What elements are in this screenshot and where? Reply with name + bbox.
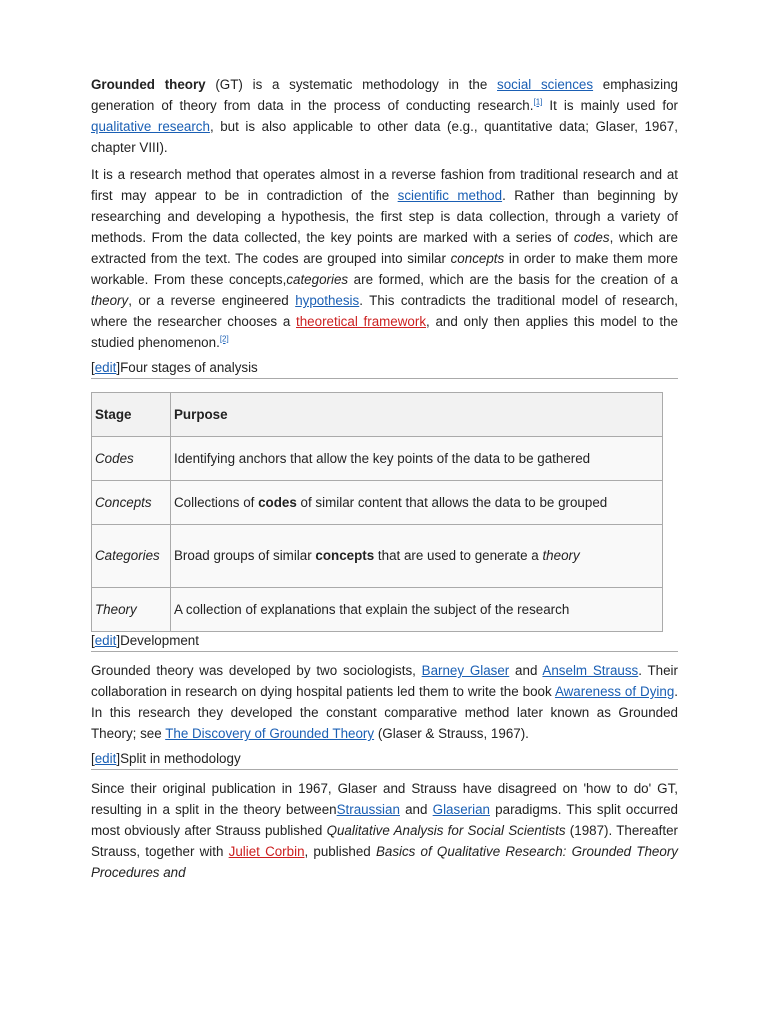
italic-term: theory — [542, 548, 580, 563]
text: , or a reverse engineered — [128, 293, 296, 308]
text: emphasizing generation of theory from data in the process of conducting research. — [91, 77, 678, 113]
book-title: Qualitative Analysis for Social Scientists — [326, 823, 566, 838]
bracket: ] — [116, 751, 121, 766]
section-title: Development — [120, 633, 199, 648]
article-body — [91, 74, 678, 889]
edit-link[interactable]: edit — [94, 360, 117, 375]
link-straussian[interactable]: Straussian — [336, 802, 400, 817]
table-row — [92, 481, 663, 525]
text: It is mainly used for — [542, 98, 678, 113]
section-title: Split in methodology — [120, 751, 241, 766]
purpose-cell — [171, 588, 663, 632]
text: Since their original publication in 1967, Glaser and Strauss have disagreed on 'how to do' GT, resulting in a split in the theory between — [91, 781, 678, 817]
table-header-row — [92, 393, 663, 437]
link-glaserian[interactable]: Glaserian — [432, 802, 490, 817]
term-categories: categories — [286, 272, 349, 287]
text: (Glaser & Strauss, 1967). — [374, 726, 529, 741]
column-header-stage: Stage — [92, 393, 171, 437]
section-title: Four stages of analysis — [120, 360, 258, 375]
book-title: Basics of Qualitative Research: Grounded Theory Procedures and — [91, 844, 678, 880]
text: , and only then applies this model to the studied phenomenon. — [91, 314, 678, 350]
text: Identifying anchors that allow the key points of the data to be gathered — [174, 450, 591, 466]
stage-cell: Codes — [92, 437, 171, 481]
link-scientific-method[interactable]: scientific method — [397, 188, 503, 203]
link-anselm-strauss[interactable]: Anselm Strauss — [542, 663, 639, 678]
text: are formed, which are the basis for the creation of a — [348, 272, 678, 287]
text: (GT) is a systematic methodology in the — [205, 77, 498, 92]
link-awareness-of-dying[interactable]: Awareness of Dying — [554, 684, 675, 699]
development-paragraph — [91, 660, 678, 744]
term-concepts: concepts — [450, 251, 505, 266]
bold-term: codes — [258, 494, 297, 510]
text: , which are extracted from the text. The codes are grouped into similar — [91, 230, 679, 266]
split-paragraph — [91, 778, 678, 883]
bracket: [ — [91, 751, 95, 766]
method-paragraph — [91, 164, 678, 353]
text: Collections of — [174, 494, 259, 510]
text: , published — [304, 844, 376, 859]
table-row — [92, 525, 663, 588]
intro-paragraph — [91, 74, 678, 158]
reference-2[interactable] — [220, 335, 229, 344]
edit-link[interactable]: edit — [94, 751, 117, 766]
purpose-cell — [171, 525, 663, 588]
text: in order to make them more workable. From these concepts, — [91, 251, 678, 287]
text: of similar content that allows the data to be grouped — [296, 494, 608, 510]
term-grounded-theory: Grounded theory — [91, 77, 206, 92]
purpose-cell — [171, 481, 663, 525]
text: that are used to generate a — [374, 548, 543, 563]
text: Broad groups of similar — [174, 548, 316, 563]
text: and — [399, 802, 433, 817]
bracket: ] — [116, 360, 121, 375]
text: paradigms. This split occurred most obviously after Strauss published — [91, 802, 678, 838]
bracket: ] — [116, 633, 121, 648]
text: (1987). Thereafter Strauss, together with — [91, 823, 679, 859]
section-heading-four-stages — [91, 359, 678, 379]
link-barney-glaser[interactable]: Barney Glaser — [421, 663, 510, 678]
text: It is a research method that operates almost in a reverse fashion from traditional research and at first may appear to be in contradiction of the — [91, 167, 678, 203]
term-theory: theory — [91, 293, 129, 308]
section-heading-development — [91, 632, 678, 652]
text: . Their collaboration in research on dying hospital patients led them to write the book — [91, 663, 678, 699]
reference-2-link[interactable]: [2] — [219, 334, 229, 344]
purpose-cell — [171, 437, 663, 481]
link-qualitative-research[interactable]: qualitative research — [91, 119, 210, 134]
text: and — [509, 663, 543, 678]
text: . In this research they developed the constant comparative method later known as Grounded Theory; see — [91, 684, 678, 741]
term-codes: codes — [573, 230, 610, 245]
link-theoretical-framework[interactable]: theoretical framework — [296, 314, 427, 329]
stage-cell: Categories — [92, 525, 171, 588]
text: . Rather than beginning by researching and developing a hypothesis, the first step is data collection, through a variety of methods. From the data collected, the key points are marked with a series of — [91, 188, 678, 245]
text: A collection of explanations that explain the subject of the research — [174, 601, 570, 617]
link-juliet-corbin[interactable]: Juliet Corbin — [228, 844, 305, 859]
bracket: [ — [91, 360, 95, 375]
bold-term: concepts — [315, 548, 375, 563]
table-row — [92, 588, 663, 632]
stages-table — [91, 392, 663, 632]
stage-cell: Theory — [92, 588, 171, 632]
stage-cell: Concepts — [92, 481, 171, 525]
reference-1-link[interactable]: [1] — [533, 97, 543, 107]
column-header-purpose: Purpose — [171, 393, 663, 437]
text: . This contradicts the traditional model of research, where the researcher chooses a — [91, 293, 678, 329]
table-row — [92, 437, 663, 481]
link-discovery-of-grounded-theory[interactable]: The Discovery of Grounded Theory — [165, 726, 375, 741]
section-heading-split — [91, 750, 678, 770]
text: , but is also applicable to other data (e.g., quantitative data; Glaser, 1967, chapter VIII). — [91, 119, 678, 155]
edit-link[interactable]: edit — [94, 633, 117, 648]
bracket: [ — [91, 633, 95, 648]
link-hypothesis[interactable]: hypothesis — [295, 293, 360, 308]
text: Grounded theory was developed by two sociologists, — [91, 663, 422, 678]
link-social-sciences[interactable]: social sciences — [497, 77, 594, 92]
